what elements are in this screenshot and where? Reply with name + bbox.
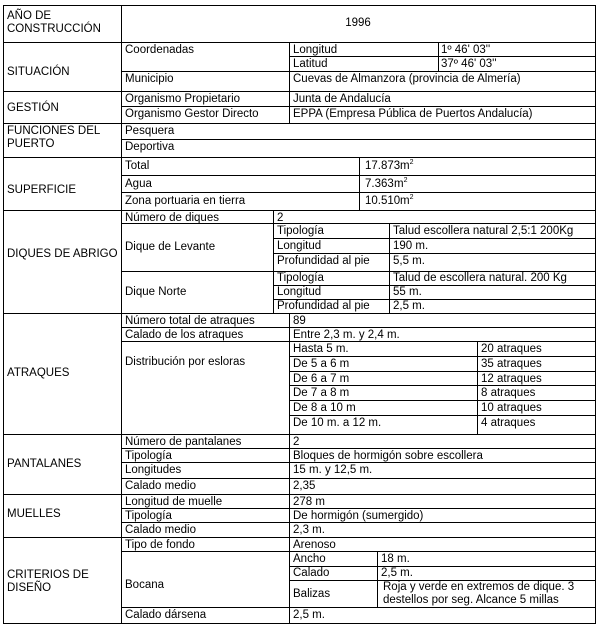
calado-atraques-value: Entre 2,3 m. y 2,4 m. <box>293 329 400 341</box>
section-label-criterios: CRITERIOS DE DISEÑO <box>7 569 89 594</box>
table-rule <box>289 91 290 124</box>
eslora-atraques: 10 atraques <box>481 402 542 414</box>
dique-row-value: 5,5 m. <box>393 255 425 267</box>
municipio-value: Cuevas de Almanzora (provincia de Almería) <box>293 73 521 85</box>
muelle-row-value: De hormigón (sumergido) <box>293 510 424 522</box>
section-label-funciones: FUNCIONES DEL PUERTO <box>7 125 100 150</box>
pantalan-row-label: Número de pantalanes <box>125 436 242 448</box>
area-unit-exponent: 2 <box>409 159 414 166</box>
eslora-atraques: 8 atraques <box>481 387 536 399</box>
muelle-row-label: Calado medio <box>125 524 196 536</box>
table-rule <box>389 223 390 314</box>
calado-bocana-value: 2,5 m. <box>381 567 413 579</box>
dique-row-value: 55 m. <box>393 286 422 298</box>
dique-row-label: Tipología <box>277 272 324 284</box>
propietario-label: Organismo Propietario <box>125 93 241 105</box>
calado-atraques-label: Calado de los atraques <box>125 329 244 341</box>
area-unit-exponent: 2 <box>403 177 408 184</box>
muelle-row-label: Longitud de muelle <box>125 496 223 508</box>
table-rule <box>3 123 596 124</box>
area-unit <box>394 178 408 191</box>
muelle-row-value: 2,3 m. <box>293 524 325 536</box>
ancho-label: Ancho <box>293 553 326 565</box>
table-rule <box>289 356 596 357</box>
eslora-rango: De 7 a 8 m <box>293 387 350 399</box>
table-rule <box>3 313 596 314</box>
muelle-row-label: Tipología <box>125 510 172 522</box>
dique-row-label: Profundidad al pie <box>277 300 370 312</box>
distribucion-label: Distribución por esloras <box>125 356 246 368</box>
table-rule <box>273 253 596 254</box>
bocana-label: Bocana <box>125 579 165 591</box>
section-label-anio: AÑO DE CONSTRUCCIÓN <box>7 10 101 35</box>
table-rule <box>3 42 596 43</box>
coordenadas-label: Coordenadas <box>125 44 195 56</box>
area-unit <box>400 195 414 208</box>
pantalan-row-label: Longitudes <box>125 464 182 476</box>
section-label-diques: DIQUES DE ABRIGO <box>7 248 118 260</box>
eslora-rango: Hasta 5 m. <box>293 343 349 355</box>
dique-row-label: Longitud <box>277 240 322 252</box>
dique-norte-label: Dique Norte <box>125 286 187 298</box>
section-label-atraques: ATRAQUES <box>7 367 70 379</box>
eslora-rango: De 8 a 10 m <box>293 402 356 414</box>
area-unit-symbol: m <box>400 195 410 207</box>
section-label-situacion: SITUACIÓN <box>7 66 70 78</box>
fondo-value: Arenoso <box>293 539 336 551</box>
superficie-label: Zona portuaria en tierra <box>125 195 246 207</box>
dique-levante-label: Dique de Levante <box>125 241 216 253</box>
table-rule <box>3 5 596 6</box>
funcion-item: Deportiva <box>125 141 175 153</box>
eslora-atraques: 20 atraques <box>481 343 542 355</box>
table-rule <box>121 5 122 624</box>
funcion-item: Pesquera <box>125 125 175 137</box>
superficie-value: 17.873 <box>365 160 401 172</box>
ancho-value: 18 m. <box>381 553 410 565</box>
gestor-label: Organismo Gestor Directo <box>125 108 259 120</box>
table-rule <box>289 566 596 567</box>
calado-bocana-label: Calado <box>293 567 330 579</box>
table-rule <box>121 71 596 72</box>
darsena-label: Calado dársena <box>125 609 207 621</box>
table-rule <box>121 106 596 107</box>
pantalan-row-label: Calado medio <box>125 480 196 492</box>
table-rule <box>289 42 290 92</box>
table-rule <box>121 607 596 608</box>
table-rule <box>273 238 596 239</box>
dique-row-label: Tipología <box>277 225 324 237</box>
table-rule <box>289 434 290 495</box>
propietario-value: Junta de Andalucía <box>293 93 391 105</box>
eslora-rango: De 5 a 6 m <box>293 358 350 370</box>
area-unit <box>400 160 414 173</box>
pantalan-row-value: 15 m. y 12,5 m. <box>293 464 373 476</box>
area-unit-exponent: 2 <box>409 194 414 201</box>
dique-row-value: Talud de escollera natural. 200 Kg <box>393 272 567 284</box>
superficie-label: Agua <box>125 178 152 190</box>
pantalan-row-value: 2,35 <box>293 480 316 492</box>
table-rule <box>121 478 596 479</box>
table-rule <box>438 42 439 72</box>
table-rule <box>3 5 4 624</box>
area-unit-symbol: m <box>400 160 410 172</box>
port-data-table <box>3 5 596 624</box>
table-rule <box>121 139 596 140</box>
table-rule <box>273 285 596 286</box>
table-rule <box>3 537 596 538</box>
table-rule <box>595 5 596 624</box>
total-atraques-label: Número total de atraques <box>125 315 255 327</box>
pantalan-row-value: 2 <box>293 436 300 448</box>
dique-row-value: 190 m. <box>393 240 429 252</box>
latitud-label: Latitud <box>293 58 328 70</box>
eslora-atraques: 35 atraques <box>481 358 542 370</box>
fondo-label: Tipo de fondo <box>125 539 195 551</box>
table-rule <box>3 494 596 495</box>
numero-diques-label: Número de diques <box>125 212 219 224</box>
gestor-value: EPPA (Empresa Pública de Puertos Andalucía) <box>293 108 533 120</box>
eslora-atraques: 12 atraques <box>481 373 542 385</box>
numero-diques-value: 2 <box>277 212 284 224</box>
section-label-pantalanes: PANTALANES <box>7 458 82 470</box>
longitud-value: 1º 46' 03'' <box>441 44 491 56</box>
eslora-rango: De 6 a 7 m <box>293 373 350 385</box>
pantalan-row-label: Tipología <box>125 450 172 462</box>
municipio-label: Municipio <box>125 73 174 85</box>
superficie-label: Total <box>125 160 150 172</box>
table-rule <box>3 623 596 624</box>
section-label-superficie: SUPERFICIE <box>7 184 77 196</box>
table-rule <box>3 157 596 158</box>
balizas-value: Roja y verde en extremos de dique. 3 destellos por seg. Alcance 5 millas <box>383 581 575 606</box>
table-rule <box>289 371 596 372</box>
table-rule <box>289 313 290 435</box>
table-rule <box>273 223 274 314</box>
section-label-gestion: GESTIÓN <box>7 102 59 114</box>
latitud-value: 37º 46' 03'' <box>441 58 497 70</box>
muelle-row-value: 278 m <box>293 496 325 508</box>
table-rule <box>289 400 596 401</box>
total-atraques-value: 89 <box>293 315 306 327</box>
anio-value: 1996 <box>345 17 371 29</box>
table-rule <box>3 210 596 211</box>
eslora-rango: De 10 m. a 12 m. <box>293 417 382 429</box>
area-unit-symbol: m <box>394 178 404 190</box>
table-rule <box>273 210 274 224</box>
dique-row-value: 2,5 m. <box>393 300 425 312</box>
longitud-label: Longitud <box>293 44 338 56</box>
superficie-value: 10.510 <box>365 195 401 207</box>
table-rule <box>289 415 596 416</box>
table-rule <box>3 434 596 435</box>
table-rule <box>289 494 290 538</box>
table-rule <box>3 91 596 92</box>
table-rule <box>359 157 360 211</box>
dique-row-label: Profundidad al pie <box>277 255 370 267</box>
darsena-value: 2,5 m. <box>293 609 325 621</box>
dique-row-label: Longitud <box>277 286 322 298</box>
eslora-atraques: 4 atraques <box>481 417 536 429</box>
dique-row-value: Talud escollera natural 2,5:1 200Kg <box>393 225 574 237</box>
balizas-label: Balizas <box>293 588 331 600</box>
superficie-value: 7.363 <box>365 178 394 190</box>
section-label-muelles: MUELLES <box>7 508 61 520</box>
pantalan-row-value: Bloques de hormigón sobre escollera <box>293 450 483 462</box>
